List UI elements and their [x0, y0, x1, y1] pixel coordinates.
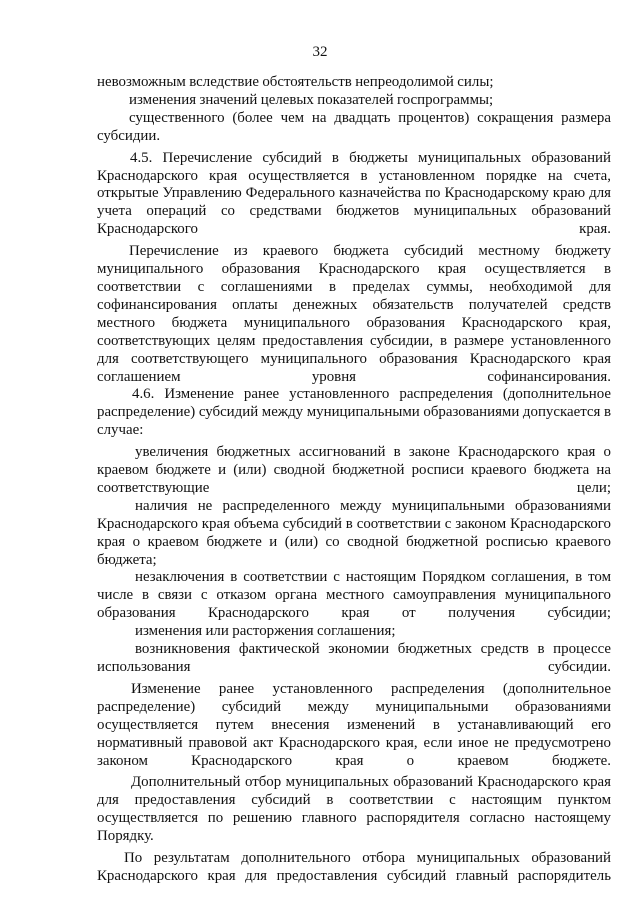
paragraph: По результатам дополнительного отбора муниципальных образований Краснодарского края для предоставления субсидий главный распорядитель	[97, 850, 611, 884]
paragraph: возникновения фактической экономии бюджетных средств в процессе использования субсидии.	[97, 641, 611, 675]
paragraph: незаключения в соответствии с настоящим Порядком соглашения, в том числе в связи с отказом органа местного самоуправления муниципального образования Краснодарского края от получения субсидии;	[97, 569, 611, 622]
paragraph: изменения значений целевых показателей госпрограммы;	[129, 91, 494, 108]
paragraph: увеличения бюджетных ассигнований в законе Краснодарского края о краевом бюджете и (или) сводной бюджетной росписи краевого бюджета на соответствующие цели;	[97, 444, 611, 496]
page-number: 32	[312, 44, 328, 60]
paragraph: существенного (более чем на двадцать процентов) сокращения размера субсидии.	[97, 109, 611, 144]
paragraph: невозможным вследствие обстоятельств непреодолимой силы;	[97, 74, 494, 90]
paragraph: Перечисление из краевого бюджета субсидий местному бюджету муниципального образования Краснодарского края осуществляется в соответствии с соглашениями в пределах суммы, необходимой для софинансирования оплаты денежных обязательств получателей средств местного бюджета муниципального образования Краснодарского края, соответствующих целям предоставления субсидии, в размере установленного для соответствующего муниципального образования Краснодарского края соглашением уровня софинансирования.	[97, 243, 611, 385]
paragraph: Дополнительный отбор муниципальных образований Краснодарского края для предоставления субсидий в соответствии с настоящим пунктом осуществляется по решению главного распорядителя согласно настоящему Порядку.	[97, 774, 611, 845]
paragraph: Изменение ранее установленного распределения (дополнительное распределение) субсидий между муниципальными образованиями осуществляется путем внесения изменений в устанавливающий его нормативный правовой акт Краснодарского края, если иное не предусмотрено законом Краснодарского края о краевом бюджете.	[97, 680, 611, 769]
paragraph: 4.5. Перечисление субсидий в бюджеты муниципальных образований Краснодарского края осуществляется в установленном порядке на счета, открытые Управлению Федерального казначейства по Краснодарскому краю для учета операций со средствами бюджетов муниципальных образований Краснодарского края.	[97, 149, 611, 238]
document-body	[97, 74, 611, 886]
paragraph: изменения или расторжения соглашения;	[135, 623, 396, 640]
paragraph: 4.6. Изменение ранее установленного распределения (дополнительное распределение) субсидий между муниципальными образованиями допускается в случае:	[97, 386, 611, 439]
paragraph: наличия не распределенного между муниципальными образованиями Краснодарского края объема субсидий в соответствии с законом Краснодарского края о краевом бюджете и (или) со сводной бюджетной росписью краевого бюджета;	[97, 497, 611, 568]
